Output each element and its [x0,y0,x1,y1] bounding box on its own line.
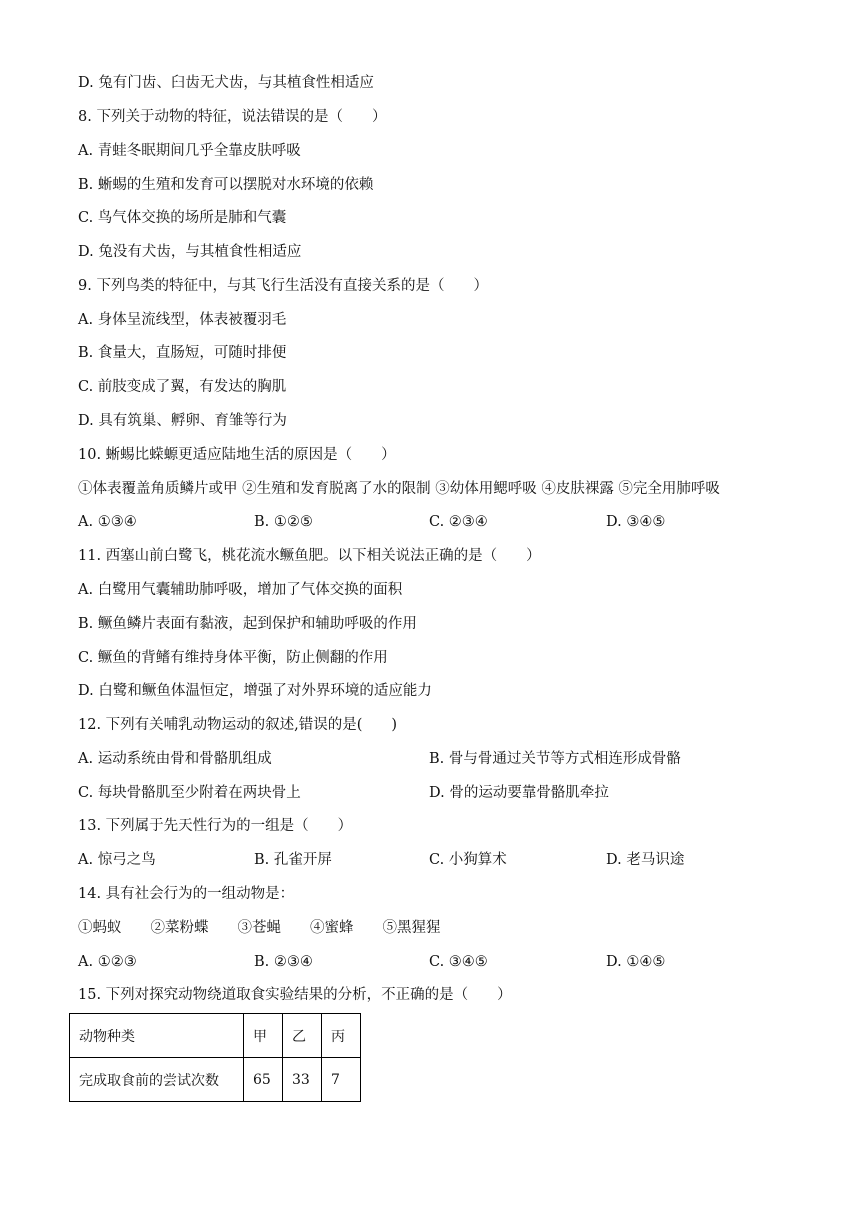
table-cell: 65 [244,1058,283,1102]
table-row [70,1014,361,1058]
line: B. 蜥蜴的生殖和发育可以摆脱对水环境的依赖 [78,177,374,193]
option: D. ①④⑤ [606,954,666,970]
option: B. ①②⑤ [254,514,313,530]
line: D. 具有筑巢、孵卵、育雏等行为 [78,413,287,429]
line: B. 鳜鱼鳞片表面有黏液，起到保护和辅助呼吸的作用 [78,616,417,632]
question-14-stem: 14. 具有社会行为的一组动物是： [78,886,295,902]
table-cell: 甲 [244,1014,283,1058]
line: D. 白鹭和鳜鱼体温恒定，增强了对外界环境的适应能力 [78,683,432,699]
table-cell: 33 [283,1058,322,1102]
question-10-stem: 10. 蜥蜴比蝾螈更适应陆地生活的原因是（ ） [78,447,396,463]
question-9-stem: 9. 下列鸟类的特征中，与其飞行生活没有直接关系的是（ ） [78,278,488,294]
table-cell: 动物种类 [70,1014,244,1058]
line: A. 身体呈流线型，体表被覆羽毛 [78,312,287,328]
option: B. 骨与骨通过关节等方式相连形成骨骼 [429,751,681,767]
option: C. 小狗算术 [429,852,507,868]
data-table [69,1013,361,1102]
option: C. ③④⑤ [429,954,488,970]
table-cell: 7 [322,1058,361,1102]
line: D. 兔有门齿、臼齿无犬齿，与其植食性相适应 [78,75,374,91]
option: D. 骨的运动要靠骨骼肌牵拉 [429,785,609,801]
option: B. ②③④ [254,954,313,970]
option: C. ②③④ [429,514,488,530]
option: A. 惊弓之鸟 [78,852,156,868]
option: A. 运动系统由骨和骨骼肌组成 [78,751,272,767]
line: C. 前肢变成了翼，有发达的胸肌 [78,379,287,395]
line: C. 鳜鱼的背鳍有维持身体平衡，防止侧翻的作用 [78,650,388,666]
table-row [70,1058,361,1102]
table-cell: 丙 [322,1014,361,1058]
line: B. 食量大，直肠短，可随时排便 [78,345,287,361]
question-13-stem: 13. 下列属于先天性行为的一组是（ ） [78,818,353,834]
question-8-stem: 8. 下列关于动物的特征，说法错误的是（ ） [78,109,387,125]
line: A. 白鹭用气囊辅助肺呼吸，增加了气体交换的面积 [78,582,403,598]
option: A. ①②③ [78,954,137,970]
line: ①蚂蚁 ②菜粉蝶 ③苍蝇 ④蜜蜂 ⑤黑猩猩 [78,920,441,936]
table-cell: 乙 [283,1014,322,1058]
table-cell: 完成取食前的尝试次数 [70,1058,244,1102]
line: C. 鸟气体交换的场所是肺和气囊 [78,210,287,226]
question-11-stem: 11. 西塞山前白鹭飞，桃花流水鳜鱼肥。以下相关说法正确的是（ ） [78,548,541,564]
option: D. ③④⑤ [606,514,666,530]
line: D. 兔没有犬齿，与其植食性相适应 [78,244,302,260]
question-15-stem: 15. 下列对探究动物绕道取食实验结果的分析，不正确的是（ ） [78,987,512,1003]
line: ①体表覆盖角质鳞片或甲 ②生殖和发育脱离了水的限制 ③幼体用鳃呼吸 ④皮肤裸露 ⑤完全用肺呼吸 [78,481,720,497]
option: C. 每块骨骼肌至少附着在两块骨上 [78,785,301,801]
option: A. ①③④ [78,514,137,530]
line: A. 青蛙冬眠期间几乎全靠皮肤呼吸 [78,143,301,159]
option: D. 老马识途 [606,852,685,868]
option: B. 孔雀开屏 [254,852,332,868]
question-12-stem: 12. 下列有关哺乳动物运动的叙述,错误的是( ) [78,717,398,733]
